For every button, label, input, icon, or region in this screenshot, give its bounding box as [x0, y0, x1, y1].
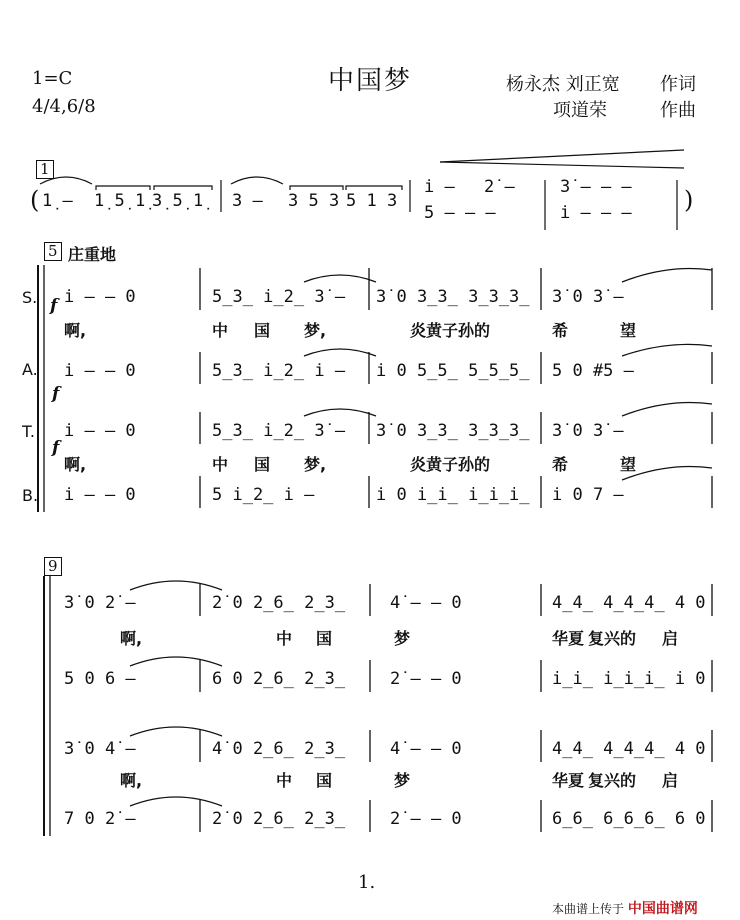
- s1-t-bar-3: 3̇ 0 3̲3̲ 3̲3̲3̲: [376, 421, 530, 441]
- intro-lower-2: i̇ — — —: [560, 203, 632, 223]
- s1-s-lyric-5: 炎黄子孙的: [410, 321, 491, 340]
- s1-t-lyric-6: 希: [552, 455, 569, 474]
- s1-t-lyric-1: 啊,: [64, 455, 87, 474]
- composer-role: 作曲: [660, 100, 696, 121]
- s2-b-bar-1: 7 0 2̇ —: [64, 809, 136, 829]
- intro-bar-4: 3̇ — — —: [560, 177, 632, 197]
- lyricist-role: 作词: [660, 74, 696, 95]
- song-title: 中国梦: [327, 66, 412, 96]
- s2-t-bar-3: 4̇ — — 0: [390, 739, 462, 759]
- s2-s-lyric-5: 华夏: [552, 629, 585, 648]
- s2-t-bar-1: 3̇ 0 4̇ —: [64, 739, 136, 759]
- s2-t-bar-2: 4̇ 0 2̲6̲ 2̲3̲: [212, 739, 346, 759]
- s1-s-bar-1: i̇ — — 0: [64, 287, 136, 307]
- s2-s-lyric-4: 梦: [394, 629, 411, 648]
- s2-s-lyric-2: 中: [276, 629, 293, 648]
- s2-t-lyric-2: 中: [276, 771, 293, 790]
- intro-bar-2-a: 3 —: [232, 191, 263, 211]
- voice-label-tenor: T.: [22, 422, 35, 441]
- s2-a-bar-4: i̲i̲ i̲i̲i̲ i 0: [552, 669, 706, 689]
- s2-s-lyric-3: 国: [316, 629, 333, 648]
- s1-s-bar-3: 3̇ 0 3̲3̲ 3̲3̲3̲: [376, 287, 530, 307]
- s1-b-bar-4: i̇ 0 7 —: [552, 485, 624, 505]
- s2-t-lyric-6: 复兴的: [588, 771, 637, 790]
- voice-label-soprano: S.: [22, 288, 38, 307]
- s2-b-bar-2: 2̇ 0 2̲6̲ 2̲3̲: [212, 809, 346, 829]
- page-number: 1.: [358, 872, 376, 893]
- s1-a-bar-2: 5̲3̲ i̲2̲ i̇ —: [212, 361, 346, 381]
- s1-t-bar-2: 5̲3̲ i̲2̲ 3̇ —: [212, 421, 346, 441]
- section1-lyrics: [64, 321, 636, 474]
- s2-s-lyric-7: 启: [662, 629, 679, 648]
- intro-bar-3-b: 2̇ —: [484, 177, 515, 197]
- s1-s-lyric-6: 希: [552, 321, 569, 340]
- s1-t-lyric-5: 炎黄子孙的: [410, 455, 491, 474]
- s2-s-bar-2: 2̇ 0 2̲6̲ 2̲3̲: [212, 593, 346, 613]
- s1-b-bar-2: 5 i̲2̲ i̇ —: [212, 485, 315, 505]
- intro-bar-1-c: 3̣ 5̣ 1̣: [152, 191, 204, 211]
- key-signature: 1=C: [32, 68, 73, 89]
- footer-note: [552, 898, 698, 918]
- s1-a-bar-3: i̇ 0 5̲5̲ 5̲5̲5̲: [376, 361, 530, 381]
- intro-lower-1: 5 — — —: [424, 203, 496, 223]
- dynamic-soprano: f: [50, 296, 58, 316]
- s2-s-bar-3: 4̇ — — 0: [390, 593, 462, 613]
- s2-a-bar-3: 2̇ — — 0: [390, 669, 462, 689]
- dynamic-tenor: f: [52, 438, 60, 458]
- s1-b-bar-1: i̇ — — 0: [64, 485, 136, 505]
- s1-s-lyric-3: 国: [254, 321, 271, 340]
- intro-notes: [42, 177, 632, 223]
- intro-bar-1-b: 1̣ 5̣ 1̣: [94, 191, 146, 211]
- s2-t-lyric-1: 啊,: [120, 771, 143, 790]
- s2-s-bar-4: 4̲4̲ 4̲4̲4̲ 4 0: [552, 593, 706, 613]
- dynamic-alto: f: [52, 384, 60, 404]
- s2-t-bar-4: 4̲4̲ 4̲4̲4̲ 4 0: [552, 739, 706, 759]
- s2-b-bar-4: 6̲6̲ 6̲6̲6̲ 6 0: [552, 809, 706, 829]
- s1-t-lyric-2: 中: [212, 455, 229, 474]
- s1-t-lyric-7: 望: [620, 455, 637, 474]
- intro-bar-1-a: 1̣ —: [42, 191, 73, 211]
- site-brand-logo: 中国曲谱网: [627, 901, 698, 917]
- s2-t-lyric-4: 梦: [394, 771, 411, 790]
- composer-name: 项道荣: [553, 100, 607, 121]
- footer-upload-note: 本曲谱上传于: [552, 902, 625, 916]
- system-2-lines: [44, 576, 712, 836]
- s2-s-lyric-1: 啊,: [120, 629, 143, 648]
- s2-b-bar-3: 2̇ — — 0: [390, 809, 462, 829]
- intro-open-paren: (: [30, 186, 40, 214]
- s1-s-lyric-2: 中: [212, 321, 229, 340]
- s2-a-bar-2: 6 0 2̲6̲ 2̲3̲: [212, 669, 346, 689]
- s1-t-lyric-4: 梦,: [304, 455, 327, 474]
- intro-bar-2-b: 3 5 3: [288, 191, 340, 211]
- intro-close-paren: ): [684, 186, 694, 214]
- voice-label-alto: A.: [22, 360, 38, 379]
- s2-t-lyric-7: 启: [662, 771, 679, 790]
- rehearsal-mark-1: 1: [36, 160, 54, 179]
- time-signature: 4/4,6/8: [32, 96, 96, 117]
- s2-s-lyric-6: 复兴的: [588, 629, 637, 648]
- s1-b-bar-3: i̇ 0 i̲i̲ i̲i̲i̲: [376, 485, 530, 505]
- section2-lyrics: [120, 629, 678, 790]
- s1-s-lyric-4: 梦,: [304, 321, 327, 340]
- s1-s-lyric-7: 望: [620, 321, 637, 340]
- intro-bar-2-c: 5 1 3: [346, 191, 398, 211]
- s1-a-bar-4: 5 0 #5 —: [552, 361, 634, 381]
- lyricist-names: 杨永杰 刘正宽: [506, 74, 620, 95]
- s2-s-bar-1: 3̇ 0 2̇ —: [64, 593, 136, 613]
- s1-a-bar-1: i̇ — — 0: [64, 361, 136, 381]
- intro-bar-3-a: i̇ —: [424, 177, 455, 197]
- s1-t-lyric-3: 国: [254, 455, 271, 474]
- s1-s-bar-4: 3̇ 0 3̇ —: [552, 287, 624, 307]
- rehearsal-mark-5: 5: [44, 242, 62, 261]
- rehearsal-mark-9: 9: [44, 557, 62, 576]
- s2-t-lyric-3: 国: [316, 771, 333, 790]
- expression-mark: 庄重地: [68, 245, 117, 264]
- s1-s-bar-2: 5̲3̲ i̲2̲ 3̇ —: [212, 287, 346, 307]
- s1-t-bar-4: 3̇ 0 3̇ —: [552, 421, 624, 441]
- s2-a-bar-1: 5 0 6 —: [64, 669, 136, 689]
- s1-s-lyric-1: 啊,: [64, 321, 87, 340]
- section1-notes: [64, 287, 635, 505]
- voice-label-bass: B.: [22, 486, 39, 505]
- s1-t-bar-1: i̇ — — 0: [64, 421, 136, 441]
- s2-t-lyric-5: 华夏: [552, 771, 585, 790]
